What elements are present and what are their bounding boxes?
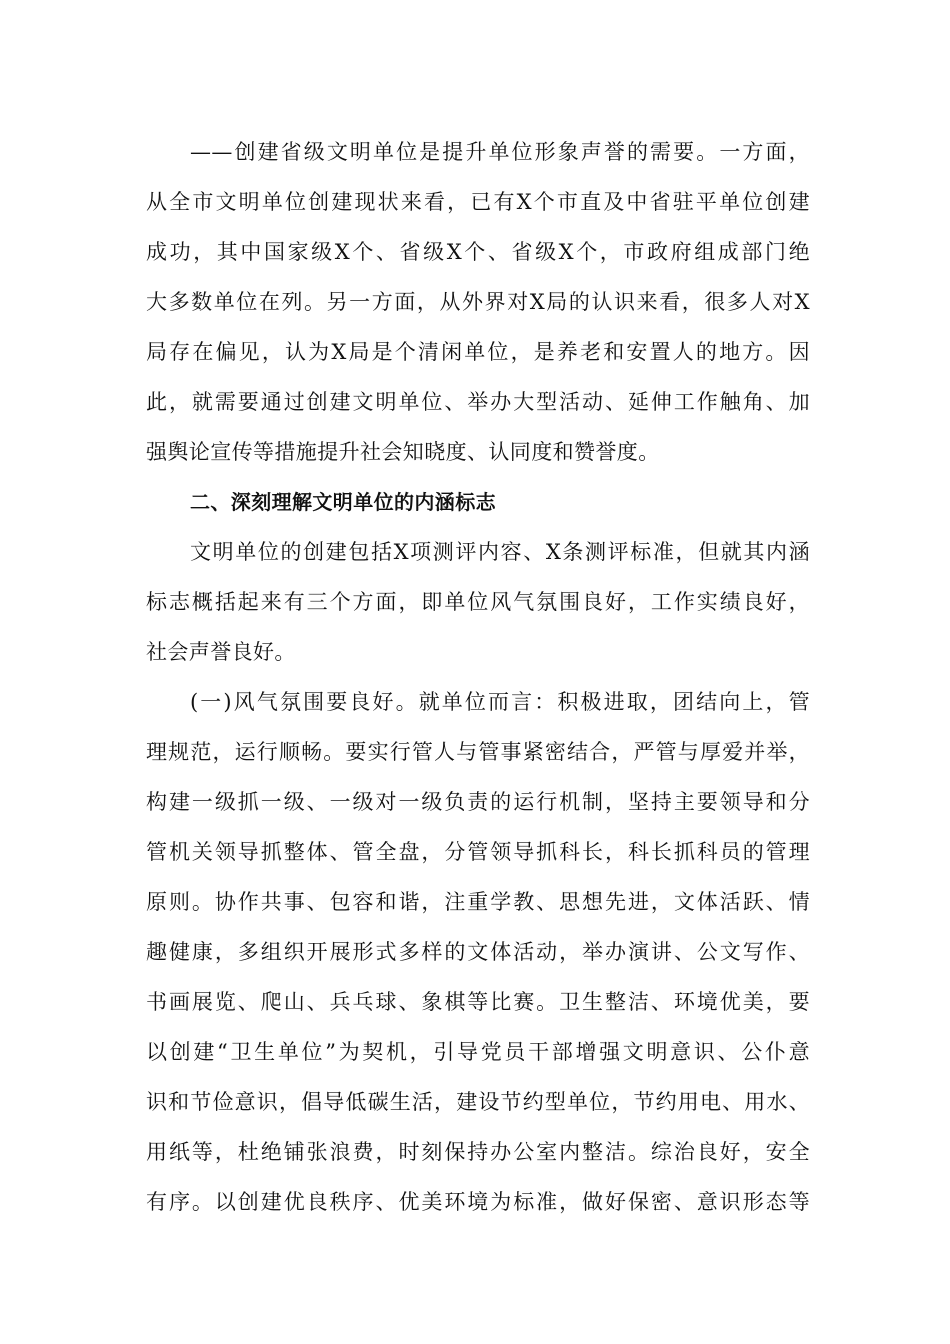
paragraph-line: (一)风气氛围要良好。就单位而言：积极进取，团结向上，管 (190, 690, 810, 714)
paragraph-line: 文明单位的创建包括X项测评内容、X条测评标准，但就其内涵 (190, 540, 810, 564)
paragraph-line: 强舆论宣传等措施提升社会知晓度、认同度和赞誉度。 (146, 440, 660, 464)
paragraph-line: 理规范，运行顺畅。要实行管人与管事紧密结合，严管与厚爱并举， (146, 740, 810, 764)
paragraph-line: ——创建省级文明单位是提升单位形象声誉的需要。一方面， (190, 140, 810, 164)
paragraph-line: 从全市文明单位创建现状来看，已有X个市直及中省驻平单位创建 (146, 190, 810, 214)
paragraph-line: 识和节俭意识，倡导低碳生活，建设节约型单位，节约用电、用水、 (146, 1090, 810, 1114)
paragraph-line: 趣健康，多组织开展形式多样的文体活动，举办演讲、公文写作、 (146, 940, 810, 964)
section-heading: 二、深刻理解文明单位的内涵标志 (190, 490, 496, 514)
paragraph-line: 管机关领导抓整体、管全盘，分管领导抓科长，科长抓科员的管理 (146, 840, 810, 864)
paragraph-line: 大多数单位在列。另一方面，从外界对X局的认识来看，很多人对X (146, 290, 810, 314)
paragraph-line: 有序。以创建优良秩序、优美环境为标准，做好保密、意识形态等 (146, 1190, 810, 1214)
paragraph-line: 书画展览、爬山、兵乓球、象棋等比赛。卫生整洁、环境优美，要 (146, 990, 810, 1014)
paragraph-line: 成功，其中国家级X个、省级X个、省级X个，市政府组成部门绝 (146, 240, 810, 264)
paragraph-line: 社会声誉良好。 (146, 640, 296, 664)
paragraph-line: 标志概括起来有三个方面，即单位风气氛围良好，工作实绩良好， (146, 590, 810, 614)
paragraph-line: 构建一级抓一级、一级对一级负责的运行机制，坚持主要领导和分 (146, 790, 810, 814)
paragraph-line: 以创建“卫生单位”为契机，引导党员干部增强文明意识、公仆意 (146, 1040, 810, 1064)
paragraph-line: 用纸等，杜绝铺张浪费，时刻保持办公室内整洁。综治良好，安全 (146, 1140, 810, 1164)
paragraph-line: 局存在偏见，认为X局是个清闲单位，是养老和安置人的地方。因 (146, 340, 810, 364)
paragraph-line: 原则。协作共事、包容和谐，注重学教、思想先进，文体活跃、情 (146, 890, 810, 914)
paragraph-line: 此，就需要通过创建文明单位、举办大型活动、延伸工作触角、加 (146, 390, 810, 414)
